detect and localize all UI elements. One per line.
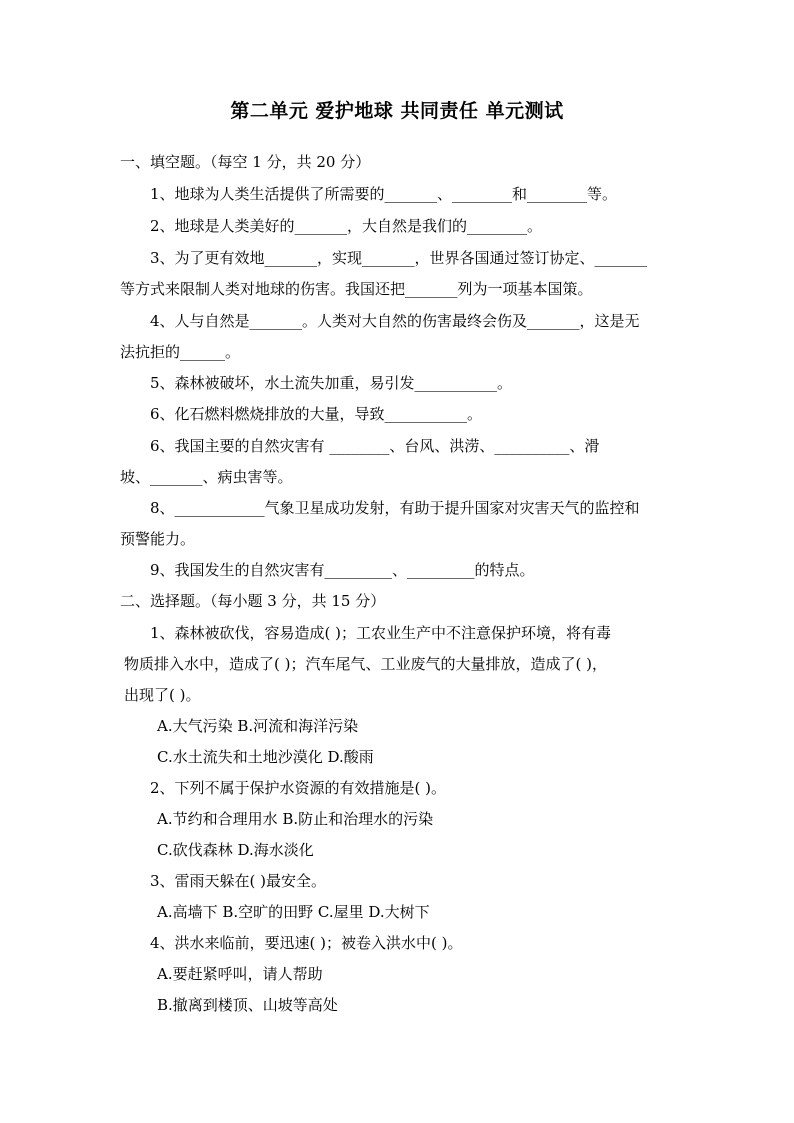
question-4-continued: 法抗拒的______。 bbox=[120, 343, 241, 361]
mc-options-2b: C.砍伐森林 D.海水淡化 bbox=[157, 841, 314, 859]
mc-question-3: 3、雷雨天躲在( )最安全。 bbox=[150, 872, 327, 890]
mc-question-4: 4、洪水来临前，要迅速( )；被卷入洪水中( )。 bbox=[150, 934, 463, 952]
question-9: 9、我国发生的自然灾害有_________、_________的特点。 bbox=[150, 561, 535, 579]
mc-options-3: A.高墙下 B.空旷的田野 C.屋里 D.大树下 bbox=[157, 903, 430, 921]
mc-question-1: 1、森林被砍伐，容易造成( )；工农业生产中不注意保护环境，将有毒 bbox=[150, 624, 612, 642]
mc-options-1a: A.大气污染 B.河流和海洋污染 bbox=[157, 717, 359, 735]
section-heading: 二、选择题。（每小题 3 分，共 15 分） bbox=[120, 592, 386, 610]
question-4: 4、人与自然是_______。人类对大自然的伤害最终会伤及_______，这是无 bbox=[150, 312, 640, 330]
question-1: 1、地球为人类生活提供了所需要的_______、________和________等。 bbox=[150, 185, 618, 203]
question-8: 8、____________气象卫星成功发射，有助于提升国家对灾害天气的监控和 bbox=[150, 499, 640, 517]
mc-options-2a: A.节约和合理用水 B.防止和治理水的污染 bbox=[157, 810, 434, 828]
question-6b-continued: 坡、_______、病虫害等。 bbox=[120, 468, 293, 486]
question-8-continued: 预警能力。 bbox=[120, 530, 196, 548]
question-3-continued: 等方式来限制人类对地球的伤害。我国还把_______列为一项基本国策。 bbox=[120, 280, 593, 298]
question-5: 5、森林被破坏，水土流失加重，易引发___________。 bbox=[150, 374, 513, 392]
question-2: 2、地球是人类美好的_______，大自然是我们的________。 bbox=[150, 217, 543, 235]
mc-question-1-continued: 物质排入水中，造成了( )；汽车尾气、工业废气的大量排放，造成了( )， bbox=[124, 655, 607, 673]
section-heading: 一、填空题。（每空 1 分，共 20 分） bbox=[120, 153, 371, 171]
mc-options-4a: A.要赶紧呼叫，请人帮助 bbox=[157, 965, 323, 983]
page-title: 第二单元 爱护地球 共同责任 单元测试 bbox=[230, 100, 564, 122]
mc-options-1b: C.水土流失和土地沙漠化 D.酸雨 bbox=[157, 748, 374, 766]
question-3: 3、为了更有效地_______，实现_______，世界各国通过签订协定、_______ bbox=[150, 249, 648, 267]
mc-options-4b: B.撤离到楼顶、山坡等高处 bbox=[157, 996, 338, 1014]
mc-question-1-continued: 出现了( )。 bbox=[124, 686, 201, 704]
question-6: 6、化石燃料燃烧排放的大量，导致___________。 bbox=[150, 405, 483, 423]
question-6b: 6、我国主要的自然灾害有 ________、台风、洪涝、__________、滑 bbox=[150, 437, 600, 455]
mc-question-2: 2、下列不属于保护水资源的有效措施是( )。 bbox=[150, 779, 447, 797]
